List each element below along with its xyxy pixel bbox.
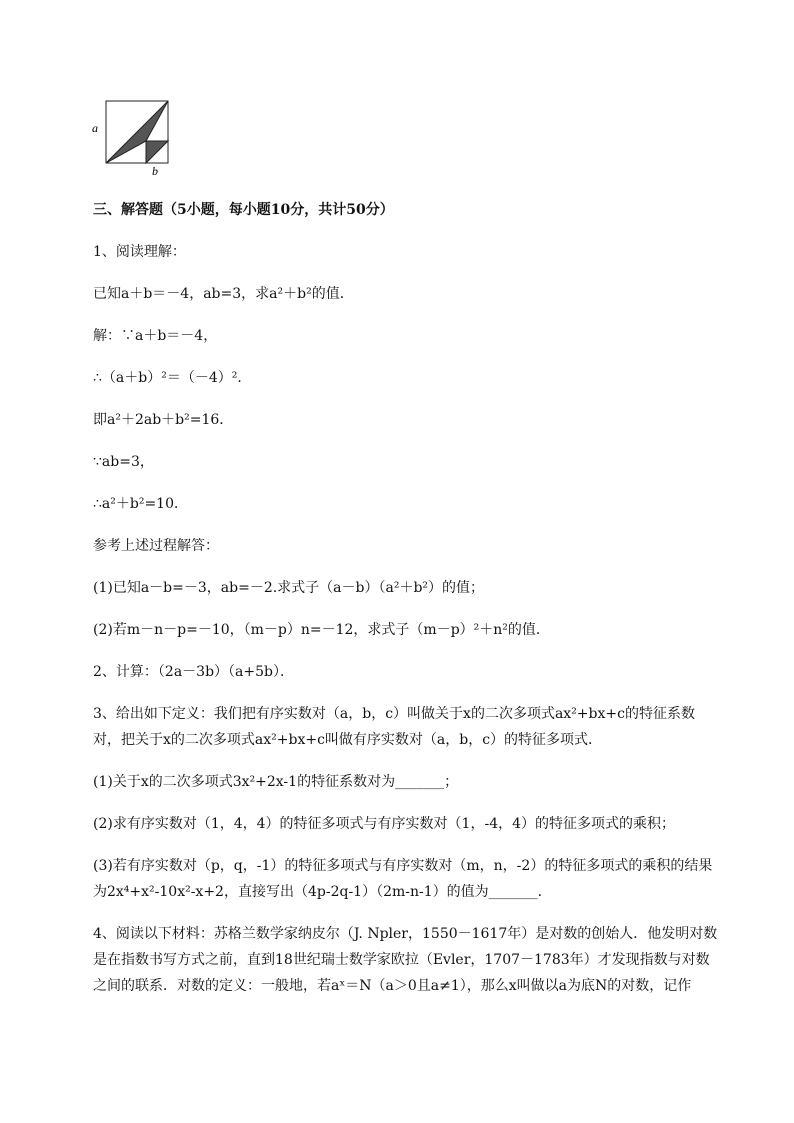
text-line: 即a²＋2ab＋b²=16． — [93, 412, 234, 428]
text-line: 1、阅读理解： — [93, 244, 186, 260]
text-line: 3、给出如下定义：我们把有序实数对（a，b，c）叫做关于x的二次多项式ax²+bx+c的特征系数 — [93, 706, 695, 722]
text-line: 为2x⁴+x²-10x²-x+2，直接写出（4p-2q-1）（2m-n-1）的值为_______. — [93, 884, 543, 900]
text-line: 已知a＋b＝－4，ab=3，求a²＋b²的值． — [93, 286, 354, 302]
text-line: 是在指数书写方式之前，直到18世纪瑞士数学家欧拉（Evler，1707－1783年）才发现指数与对数 — [93, 952, 710, 968]
figure-label-a: a — [92, 121, 98, 135]
text-line: 解：∵a＋b＝－4， — [93, 328, 218, 344]
text-line: (1)已知a－b=－3，ab=－2.求式子（a－b）（a²＋b²）的值； — [93, 580, 485, 596]
text-line: 参考上述过程解答： — [93, 538, 219, 554]
text-line: (3)若有序实数对（p，q，-1）的特征多项式与有序实数对（m，n，-2）的特征多项式的乘积的结果 — [93, 858, 713, 874]
text-line: ∴a²＋b²=10． — [93, 496, 188, 512]
text-line: 4、阅读以下材料：苏格兰数学家纳皮尔（J. Npler，1550－1617年）是对数的创始人．他发明对数 — [93, 926, 718, 942]
text-line: 之间的联系．对数的定义：一般地，若aˣ＝N（a＞0且a≠1），那么x叫做以a为底N的对数，记作 — [93, 978, 692, 994]
figure-label-b: b — [152, 164, 158, 178]
text-line: 2、计算：（2a－3b）（a+5b）． — [93, 664, 294, 680]
section-title: 三、解答题（5小题，每小题10分，共计50分） — [93, 202, 394, 218]
text-line: (2)若m－n－p=－10，（m－p）n=－12，求式子（m－p）²＋n²的值． — [93, 622, 550, 638]
geometry-figure — [88, 96, 178, 178]
text-line: (1)关于x的二次多项式3x²+2x-1的特征系数对为_______； — [93, 774, 459, 790]
text-line: 对，把关于x的二次多项式ax²+bx+c叫做有序实数对（a，b，c）的特征多项式． — [93, 732, 603, 748]
text-line: ∵ab=3， — [93, 454, 154, 470]
text-line: (2)求有序实数对（1，4，4）的特征多项式与有序实数对（1，-4，4）的特征多项式的乘积； — [93, 816, 676, 832]
text-line: ∴（a＋b）²＝（－4）²． — [93, 370, 252, 386]
